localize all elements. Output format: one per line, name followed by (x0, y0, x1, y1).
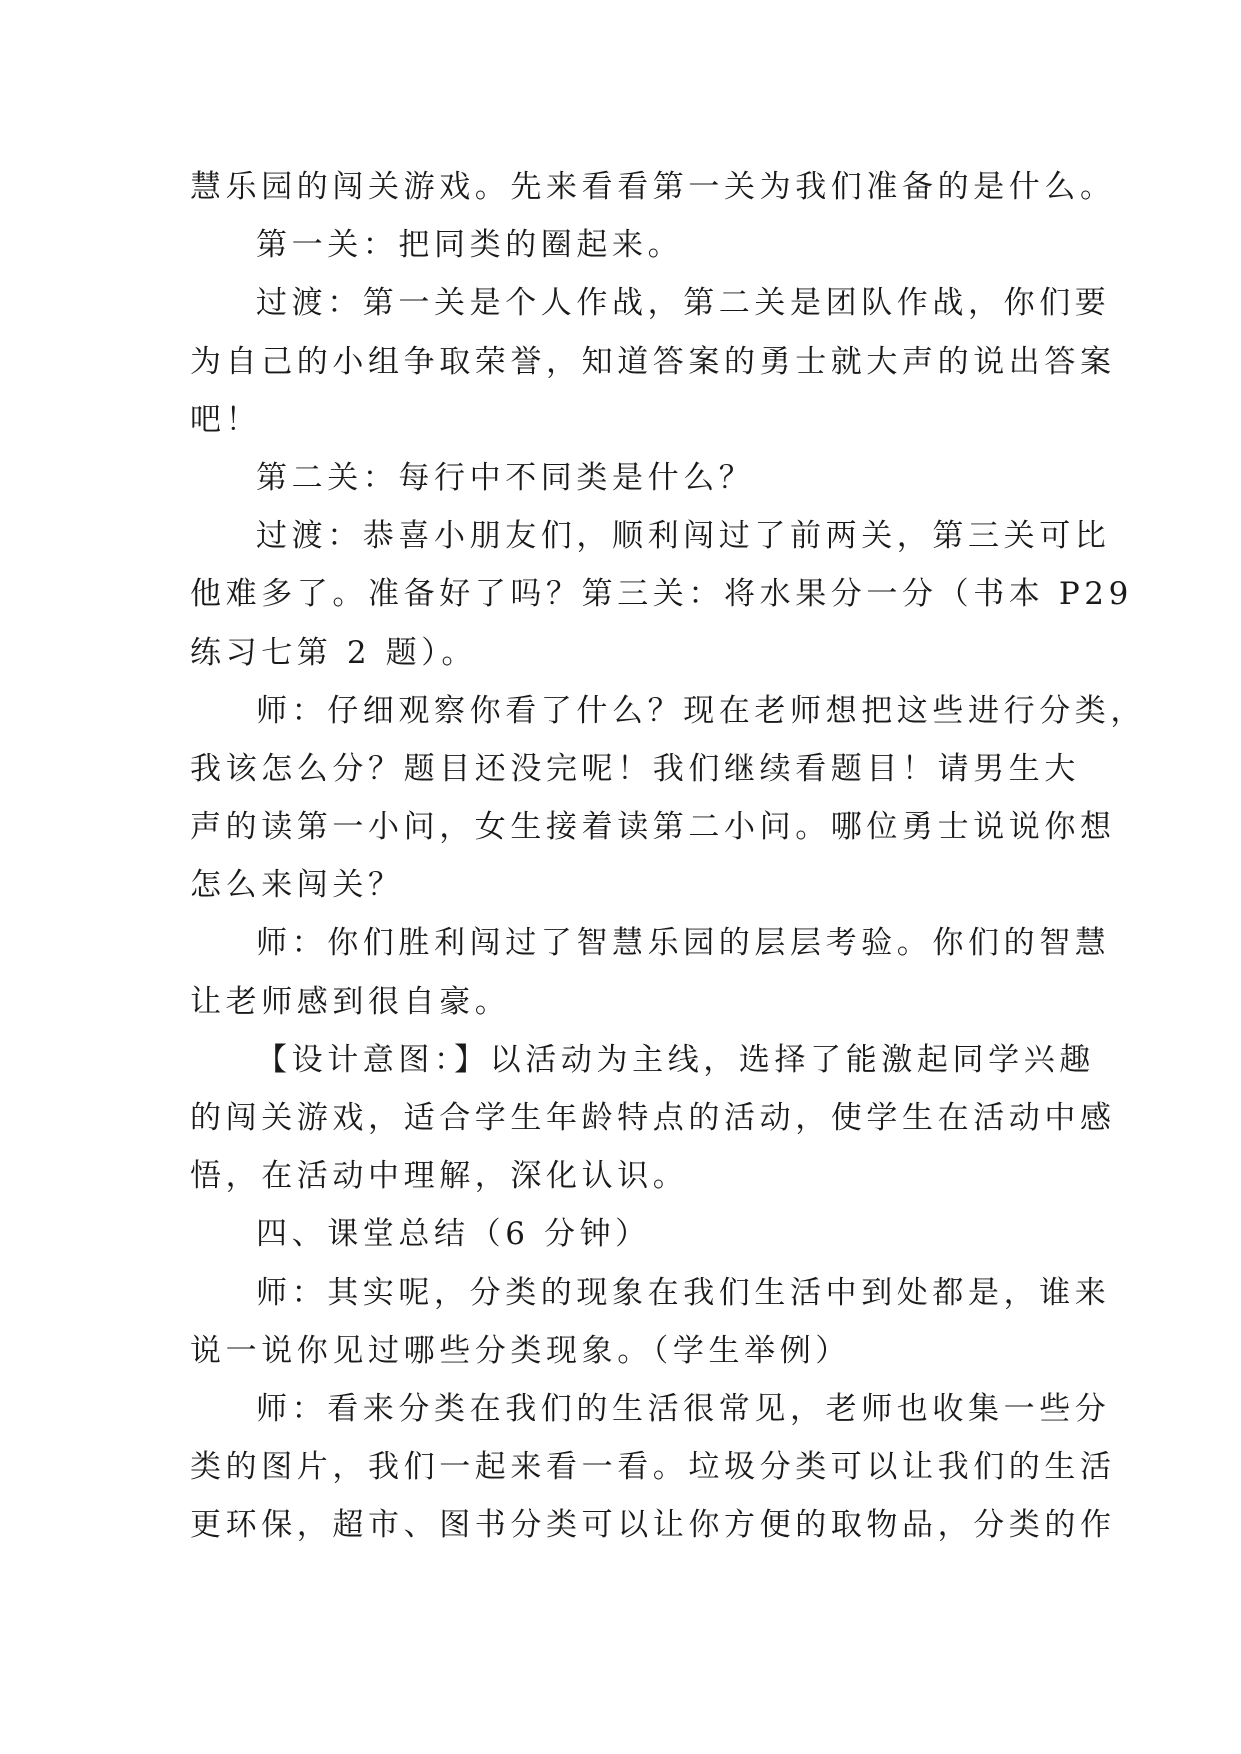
text-line: 他难多了。准备好了吗？第三关：将水果分一分（书本 P29 (190, 576, 1133, 613)
text-line: 过渡：恭喜小朋友们，顺利闯过了前两关，第三关可比 (256, 518, 1111, 555)
text-line: 声的读第一小问，女生接着读第二小问。哪位勇士说说你想 (190, 809, 1116, 846)
text-line: 练习七第 2 题）。 (190, 634, 477, 671)
text-line: 类的图片，我们一起来看一看。垃圾分类可以让我们的生活 (190, 1449, 1116, 1486)
text-line: 让老师感到很自豪。 (190, 983, 511, 1020)
text-line: 怎么来闯关？ (190, 867, 404, 904)
text-line: 师：其实呢，分类的现象在我们生活中到处都是，谁来 (256, 1274, 1111, 1311)
document-body (190, 158, 1146, 1555)
text-line: 吧！ (190, 401, 262, 438)
text-line: 的闯关游戏，适合学生年龄特点的活动，使学生在活动中感 (190, 1100, 1116, 1136)
text-line: 师：你们胜利闯过了智慧乐园的层层考验。你们的智慧 (256, 925, 1111, 962)
text-line: 我该怎么分？题目还没完呢！我们继续看题目！请男生大 (190, 750, 1080, 787)
text-line: 为自己的小组争取荣誉，知道答案的勇士就大声的说出答案 (190, 343, 1116, 380)
text-line: 师：仔细观察你看了什么？现在老师想把这些进行分类， (256, 692, 1146, 729)
text-line: 悟，在活动中理解，深化认识。 (190, 1158, 689, 1195)
text-line: 【设计意图：】以活动为主线，选择了能激起同学兴趣 (256, 1041, 1095, 1078)
text-line: 第二关：每行中不同类是什么？ (256, 459, 755, 496)
text-line: 慧乐园的闯关游戏。先来看看第一关为我们准备的是什么。 (190, 169, 1116, 205)
text-line: 更环保，超市、图书分类可以让你方便的取物品，分类的作 (190, 1507, 1116, 1544)
text-line: 过渡：第一关是个人作战，第二关是团队作战，你们要 (256, 285, 1111, 322)
section-heading: 四、课堂总结（6 分钟） (256, 1216, 651, 1253)
text-line: 师：看来分类在我们的生活很常见，老师也收集一些分 (256, 1390, 1111, 1427)
text-line: 说一说你见过哪些分类现象。（学生举例） (190, 1332, 851, 1369)
text-line: 第一关：把同类的圈起来。 (256, 227, 684, 264)
